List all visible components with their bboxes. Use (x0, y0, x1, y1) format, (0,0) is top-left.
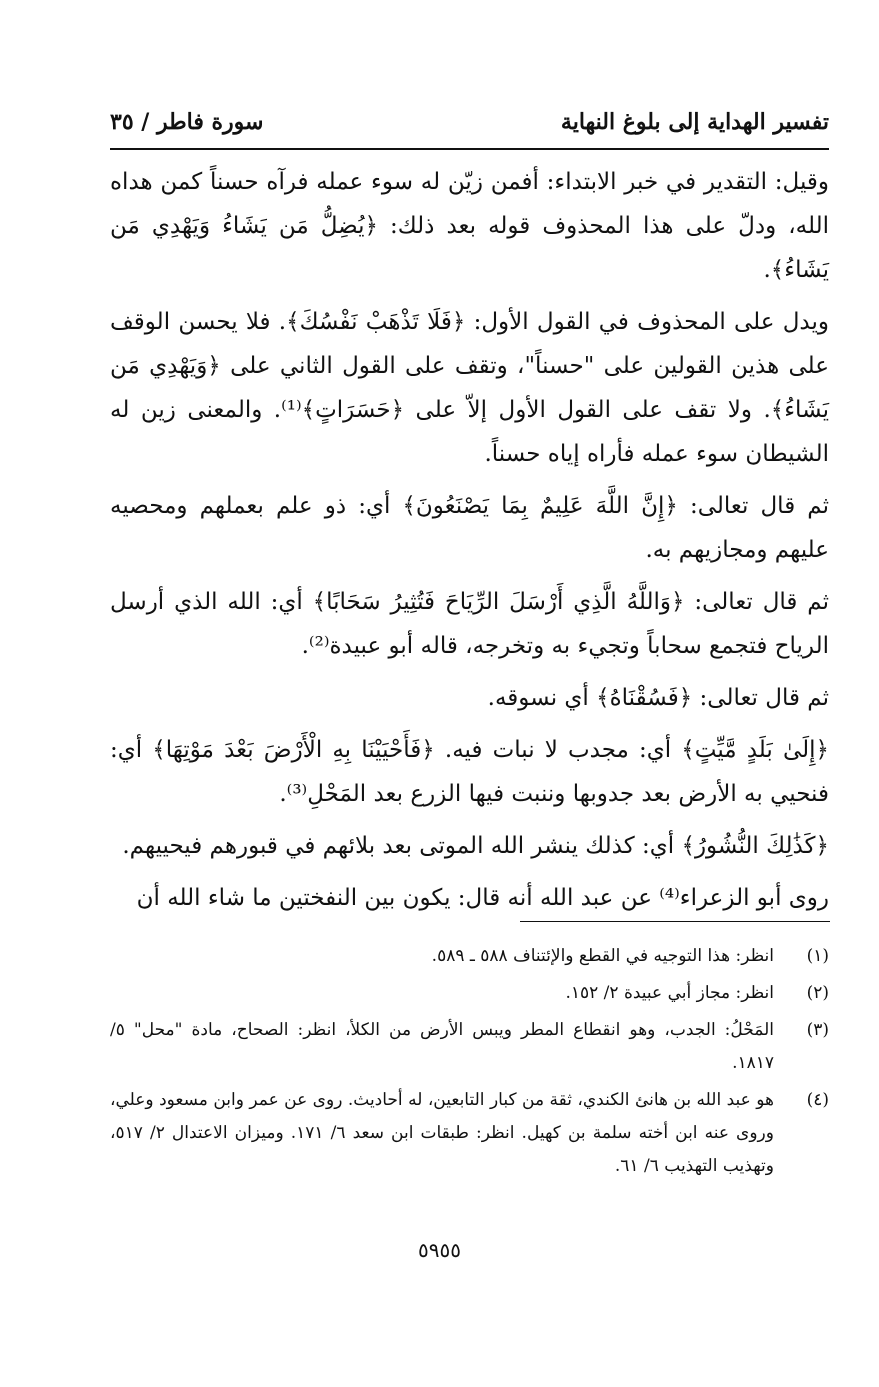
surah-label: سورة فاطر / ٣٥ (110, 109, 264, 135)
paragraph: وقيل: التقدير في خبر الابتداء: أفمن زيّن له سوء عمله فرآه حسناً كمن هداه الله، ودلّ على هذا المحذوف قوله بعد ذلك: ﴿يُضِلُّ مَن يَشَاءُ وَيَهْدِي مَن يَشَاءُ﴾. (110, 169, 829, 283)
footnote-rule (520, 921, 830, 922)
paragraph: ثم قال تعالى: ﴿وَاللَّهُ الَّذِي أَرْسَلَ الرِّيَاحَ فَتُثِيرُ سَحَابًا﴾ أي: الله الذي أرسل الرياح فتجمع سحاباً وتجيء به وتخرجه، قاله أبو عبيدة⁽²⁾. (110, 589, 829, 659)
footnote-text: انظر: مجاز أبي عبيدة ٢/ ١٥٢. (565, 983, 774, 1003)
paragraph: ثم قال تعالى: ﴿إِنَّ اللَّهَ عَلِيمٌ بِمَا يَصْنَعُونَ﴾ أي: ذو علم بعملهم ومحصيه عليهم ومجازيهم به. (110, 493, 829, 563)
footnote-number: (٢) (806, 983, 829, 1003)
paragraph: روى أبو الزعراء⁽⁴⁾ عن عبد الله أنه قال: يكون بين النفختين ما شاء الله أن (136, 885, 829, 911)
footnote-number: (٤) (806, 1090, 829, 1110)
footnote-text: انظر: هذا التوجيه في القطع والإئتناف ٥٨٨ ـ ٥٨٩. (431, 946, 774, 966)
header-rule (110, 148, 829, 150)
paragraph: ثم قال تعالى: ﴿فَسُقْنَاهُ﴾ أي نسوقه. (487, 685, 829, 711)
footnote (110, 977, 829, 1010)
footnotes (110, 940, 829, 1187)
paragraph: ويدل على المحذوف في القول الأول: ﴿فَلَا تَذْهَبْ نَفْسُكَ﴾. فلا يحسن الوقف على هذين القولين على "حسناً"، وتقف على القول الثاني على ﴿وَيَهْدِي مَن يَشَاءُ﴾. ولا تقف على القول الأول إلاّ على ﴿حَسَرَاتٍ﴾⁽¹⁾. والمعنى زين له الشيطان سوء عمله فأراه إياه حسناً. (110, 309, 829, 467)
paragraph: ﴿كَذَٰلِكَ النُّشُورُ﴾ أي: كذلك ينشر الله الموتى بعد بلائهم في قبورهم فيحييهم. (122, 833, 829, 859)
main-text (110, 160, 829, 928)
page-number: ٥٩٥٥ (418, 1238, 461, 1262)
paragraph: ﴿إِلَىٰ بَلَدٍ مَّيِّتٍ﴾ أي: مجدب لا نبات فيه. ﴿فَأَحْيَيْنَا بِهِ الْأَرْضَ بَعْدَ مَوْتِهَا﴾ أي: فنحيي به الأرض بعد جدوبها وننبت فيها الزرع بعد المَحْلِ⁽³⁾. (110, 737, 829, 807)
footnote (110, 940, 829, 973)
footnote-text: المَحْلُ: الجدب، وهو انقطاع المطر ويبس الأرض من الكلأ، انظر: الصحاح، مادة "محل" ٥/ ١٨١٧. (110, 1020, 774, 1073)
footnote-text: هو عبد الله بن هانئ الكندي، ثقة من كبار التابعين، له أحاديث. روى عن عمر وابن مسعود وعلي، وروى عنه ابن أخته سلمة بن كهيل. انظر: طبقات ابن سعد ٦/ ١٧١. وميزان الاعتدال ٢/ ٥١٧، وتهذيب التهذيب ٦/ ٦١. (110, 1090, 774, 1176)
footnote-number: (١) (806, 946, 829, 966)
running-header (110, 100, 829, 144)
footnote-number: (٣) (806, 1020, 829, 1040)
footnote (110, 1014, 829, 1080)
footnote (110, 1084, 829, 1183)
book-title: تفسير الهداية إلى بلوغ النهاية (560, 109, 829, 135)
